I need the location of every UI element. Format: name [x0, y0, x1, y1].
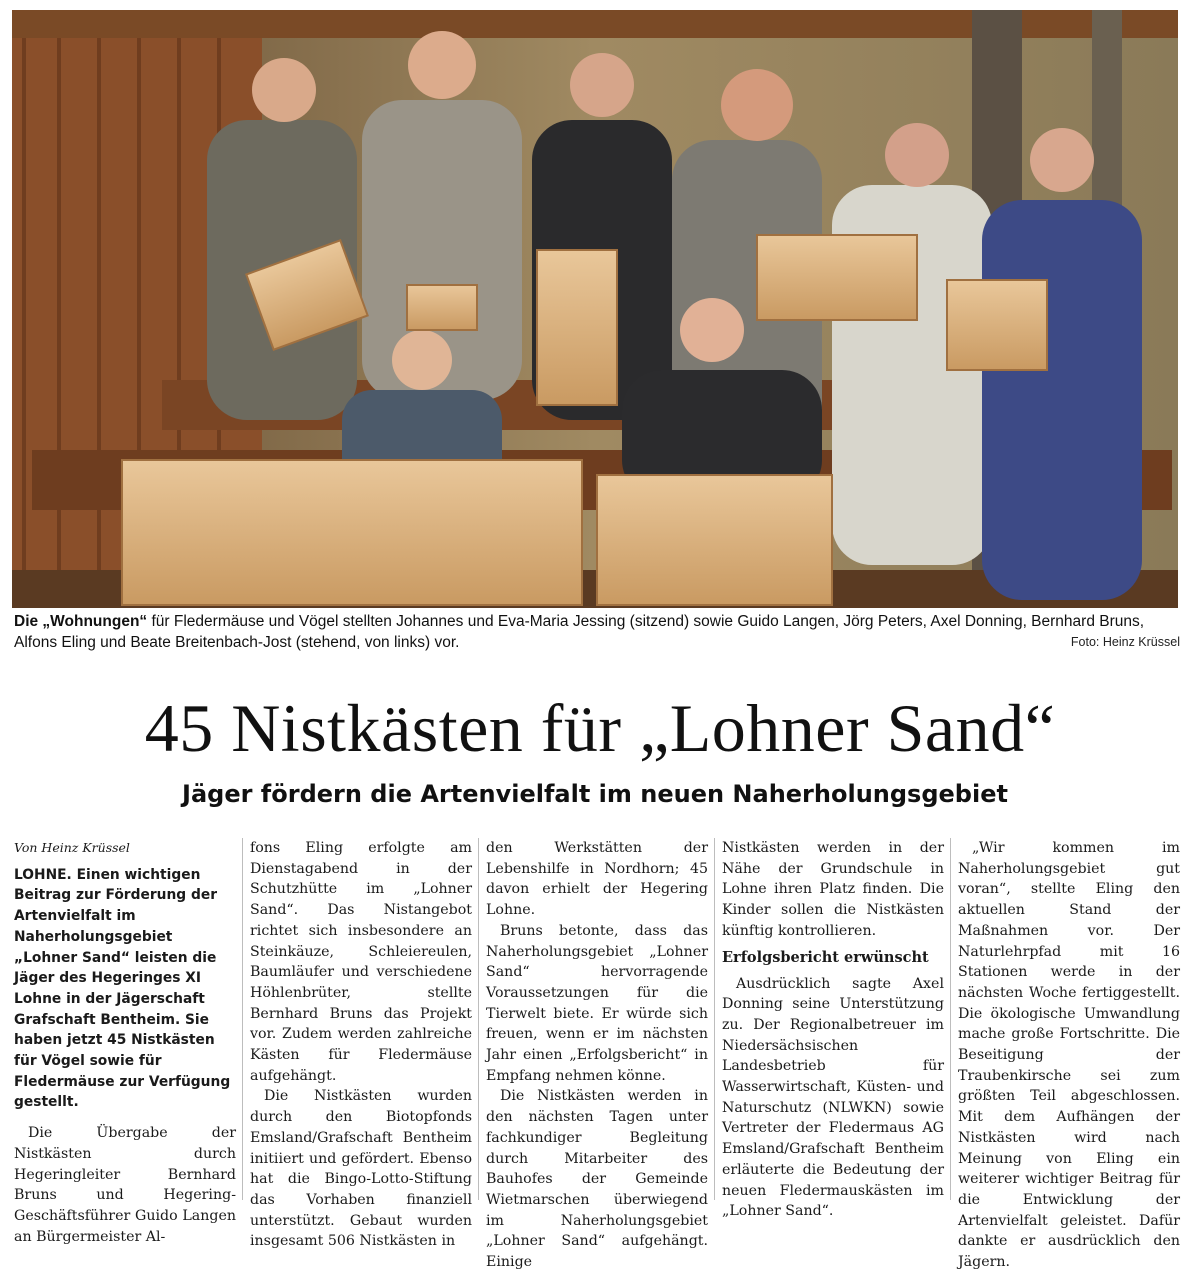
byline: Von Heinz Krüssel — [14, 840, 130, 855]
paragraph: Die Nistkästen wurden durch den Biotopfonds Emsland/Grafschaft Bentheim initiiert und gefördert. Ebenso hat die Bingo-Lotto-Stiftung das Vorhaben finanziell unterstützt. Gebaut wurden insgesamt 506 Nistkästen in — [250, 1088, 472, 1250]
news-photo — [12, 10, 1178, 608]
paragraph: Die Nistkästen werden in den nächsten Tagen unter fachkundiger Begleitung durch Mitarbeiter des Bauhofes der Gemeinde Wietmarschen überwiegend im Naherholungsgebiet „Lohner Sand“ aufgehängt. Einige — [486, 1088, 708, 1271]
section-heading: Erfolgsbericht erwünscht — [722, 948, 929, 966]
caption-label: Die „Wohnungen“ — [14, 613, 148, 630]
paragraph: fons Eling erfolgte am Dienstagabend in der Schutzhütte im „Lohner Sand“. Das Nistangebot richtet sich insbesondere an Steinkäuze, Schleiereulen, Baumläufer und verschiedene Höhlenbrüter, stellte Bernhard Bruns das Projekt vor. Zudem werden zahlreiche Kästen für Fledermäuse aufgehängt. — [250, 840, 472, 1084]
photo-caption — [14, 611, 1180, 653]
column-4 — [722, 838, 944, 1220]
paragraph: Nistkästen werden in der Nähe der Grundschule in Lohne ihren Platz finden. Die Kinder sollen die Nistkästen künftig kontrollieren. — [722, 840, 944, 939]
photo-credit: Foto: Heinz Krüssel — [1070, 635, 1180, 649]
paragraph: Bruns betonte, dass das Naherholungsgebiet „Lohner Sand“ hervorragende Voraussetzungen für die Tierwelt biete. Er würde sich freuen, wenn er im nächsten Jahr einen „Erfolgsbericht“ in Empfang nehmen könne. — [486, 922, 708, 1084]
column-1 — [14, 838, 236, 1245]
column-rule — [478, 838, 479, 1200]
article-headline: 45 Nistkästen für „Lohner Sand“ — [144, 690, 1056, 766]
column-3 — [486, 838, 708, 1271]
column-2 — [250, 838, 472, 1250]
column-5 — [958, 838, 1180, 1271]
paragraph: Die Übergabe der Nistkästen durch Hegeringleiter Bernhard Bruns und Hegering-Geschäftsführer Guido Langen an Bürgermeister Al- — [14, 1125, 236, 1245]
photo-illustration — [12, 10, 1178, 608]
lead-paragraph: LOHNE. Einen wichtigen Beitrag zur Förderung der Artenvielfalt im Naherholungsgebiet „Lohner Sand“ leisten die Jäger des Hegeringes XI Lohne in der Jägerschaft Grafschaft Bentheim. Sie haben jetzt 45 Nistkästen für Vögel sowie für Fledermäuse zur Verfügung gestellt. — [14, 866, 231, 1111]
article-subhead: Jäger fördern die Artenvielfalt im neuen Naherholungsgebiet — [182, 780, 1008, 808]
paragraph: Ausdrücklich sagte Axel Donning seine Unterstützung zu. Der Regionalbetreuer im Niedersächsischen Landesbetrieb für Wasserwirtschaft, Küsten- und Naturschutz (NLWKN) sowie Vertreter der Fledermaus AG Emsland/Grafschaft Bentheim erläuterte die Bedeutung der neuen Fledermauskästen im „Lohner Sand“. — [722, 975, 944, 1220]
caption-text: für Fledermäuse und Vögel stellten Johannes und Eva-Maria Jessing (sitzend) sowie Guido Langen, Jörg Peters, Axel Donning, Bernhard Bruns, Alfons Eling und Beate Breitenbach-Jost (stehend, von links) vor. — [14, 613, 1145, 651]
column-rule — [714, 838, 715, 1200]
paragraph: „Wir kommen im Naherholungsgebiet gut voran“, stellte Eling den aktuellen Stand der Maßnahmen vor. Der Naturlehrpfad mit 16 Stationen werde in der nächsten Woche fertiggestellt. Die ökologische Umwandlung mache große Fortschritte. Die Beseitigung der Traubenkirsche sei zum größten Teil abgeschlossen. Mit dem Aufhängen der Nistkästen wird nach Meinung von Eling ein weiterer wichtiger Beitrag für die Entwicklung der Artenvielfalt geleistet. Dafür dankte er ausdrücklich den Jägern. — [958, 840, 1180, 1271]
paragraph: den Werkstätten der Lebenshilfe in Nordhorn; 45 davon erhielt der Hegering Lohne. — [486, 840, 708, 919]
column-rule — [950, 838, 951, 1200]
column-rule — [242, 838, 243, 1200]
